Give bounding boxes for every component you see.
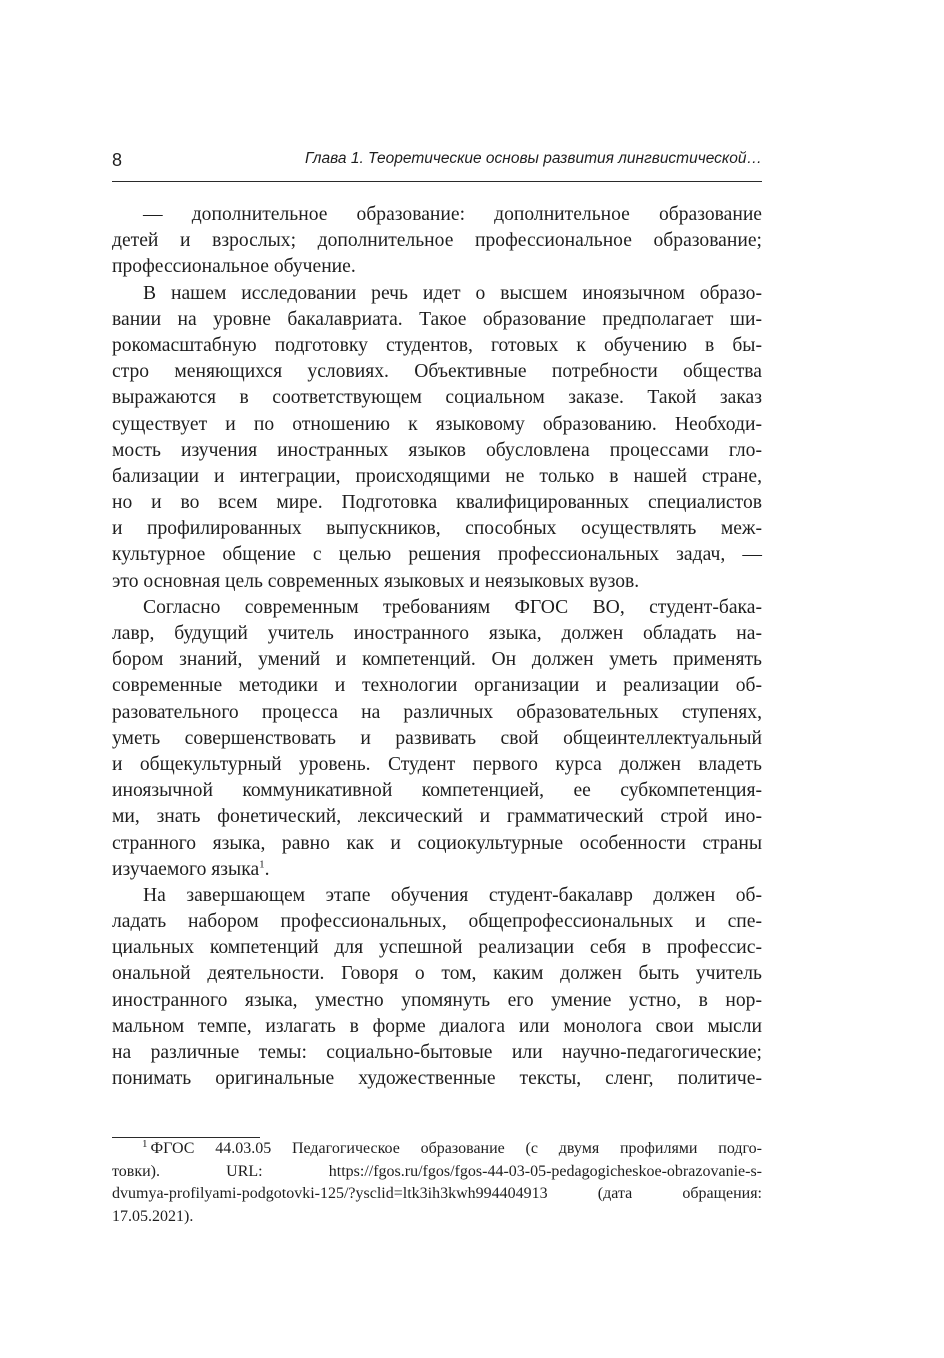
text-line: существует и по отношению к языковому образованию. Необходи- [112,413,762,435]
footnote-reference[interactable]: 1 [259,858,265,871]
text-line: разовательного процесса на различных образовательных ступенях, [112,701,762,723]
footnote-url-line[interactable]: dvumya-profilyami-podgotovki-125/?ysclid=ltk3ih3kwh994404913 (дата обращения: [112,1185,762,1202]
paragraph-4 [112,883,762,1093]
text-line: современные методики и технологии организации и реализации об- [112,675,762,697]
page-number: 8 [112,150,123,170]
running-head [112,147,762,175]
text-line: иностранного языка, уместно упомянуть его умение устно, в нор- [112,989,762,1011]
text-line: рокомасштабную подготовку студентов, готовых к обучению в бы- [112,334,762,356]
header-rule [112,181,762,182]
footnote-text: ФГОС 44.03.05 Педагогическое образование (с двумя профилями подго- [150,1140,762,1157]
text-line: бором знаний, умений и компетенций. Он должен уметь применять [112,649,762,671]
text-line: циальных компетенций для успешной реализации себя в профессис- [112,937,762,959]
text-line: мальном темпе, излагать в форме диалога или монолога свои мысли [112,1015,762,1037]
text-line: лавр, будущий учитель иностранного языка, должен обладать на- [112,623,762,644]
text-line: На завершающем этапе обучения студент-бакалавр должен об- [143,884,762,906]
text-line: но и во всем мире. Подготовка квалифицированных специалистов [112,492,762,514]
text-line: ми, знать фонетический, лексический и грамматический строй ино- [112,806,762,828]
body-text [112,202,762,1092]
paragraph-1 [112,202,762,281]
footnote-mark: 1 [142,1137,148,1150]
footnote [112,1138,762,1228]
text-line: мость изучения иностранных языков обусловлена процессами гло- [112,439,762,461]
text-line: профессиональное обучение. [112,256,356,278]
text-line: вании на уровне бакалавриата. Такое образование предполагает ши- [112,308,762,330]
text-line: ладать набором профессиональных, общепрофессиональных и спе- [112,911,762,933]
chapter-title: Глава 1. Теоретические основы развития лингвистической… [305,150,762,167]
text-line: — дополнительное образование: дополнительное образование [143,204,762,225]
text-line: странного языка, равно как и социокультурные особенности страны [112,832,762,854]
text-line: Согласно современным требованиям ФГОС ВО, студент-бака- [143,596,762,618]
text-line: на различные темы: социально-бытовые или научно-педагогические; [112,1042,762,1063]
text-line: стро меняющихся условиях. Объективные потребности общества [112,361,762,383]
text-fragment: изучаемого языка [112,858,260,880]
paragraph-3 [112,595,762,883]
footnote-line [112,1138,762,1161]
text-line: культурное общение с целью решения профессиональных задач, — [112,544,762,566]
text-line [112,857,762,883]
text-line: выражаются в соответствующем социальном заказе. Такой заказ [112,387,762,409]
text-line: В нашем исследовании речь идет о высшем иноязычном образо- [143,282,762,304]
text-line: это основная цель современных языковых и неязыковых вузов. [112,570,640,592]
text-line: ональной деятельности. Говоря о том, каким должен быть учитель [112,963,762,985]
footnote-line: 17.05.2021). [112,1207,194,1225]
text-line: понимать оригинальные художественные тексты, сленг, политиче- [112,1068,762,1090]
text-line: бализации и интеграции, происходящими не только в нашей стране, [112,465,762,487]
footnote-url-line[interactable]: товки). URL: https://fgos.ru/fgos/fgos-44-03-05-pedagogicheskoe-obrazovanie-s- [112,1162,762,1180]
text-fragment: . [264,858,270,880]
text-line: и профилированных выпускников, способных осуществлять меж- [112,518,762,540]
text-line: детей и взрослых; дополнительное профессиональное образование; [112,230,762,252]
book-page [112,0,762,1358]
text-line: уметь совершенствовать и развивать свой общеинтеллектуальный [112,727,762,749]
text-line: и общекультурный уровень. Студент первого курса должен владеть [112,753,762,775]
paragraph-2 [112,281,762,595]
text-line: иноязычной коммуникативной компетенцией, ее субкомпетенция- [112,780,762,802]
